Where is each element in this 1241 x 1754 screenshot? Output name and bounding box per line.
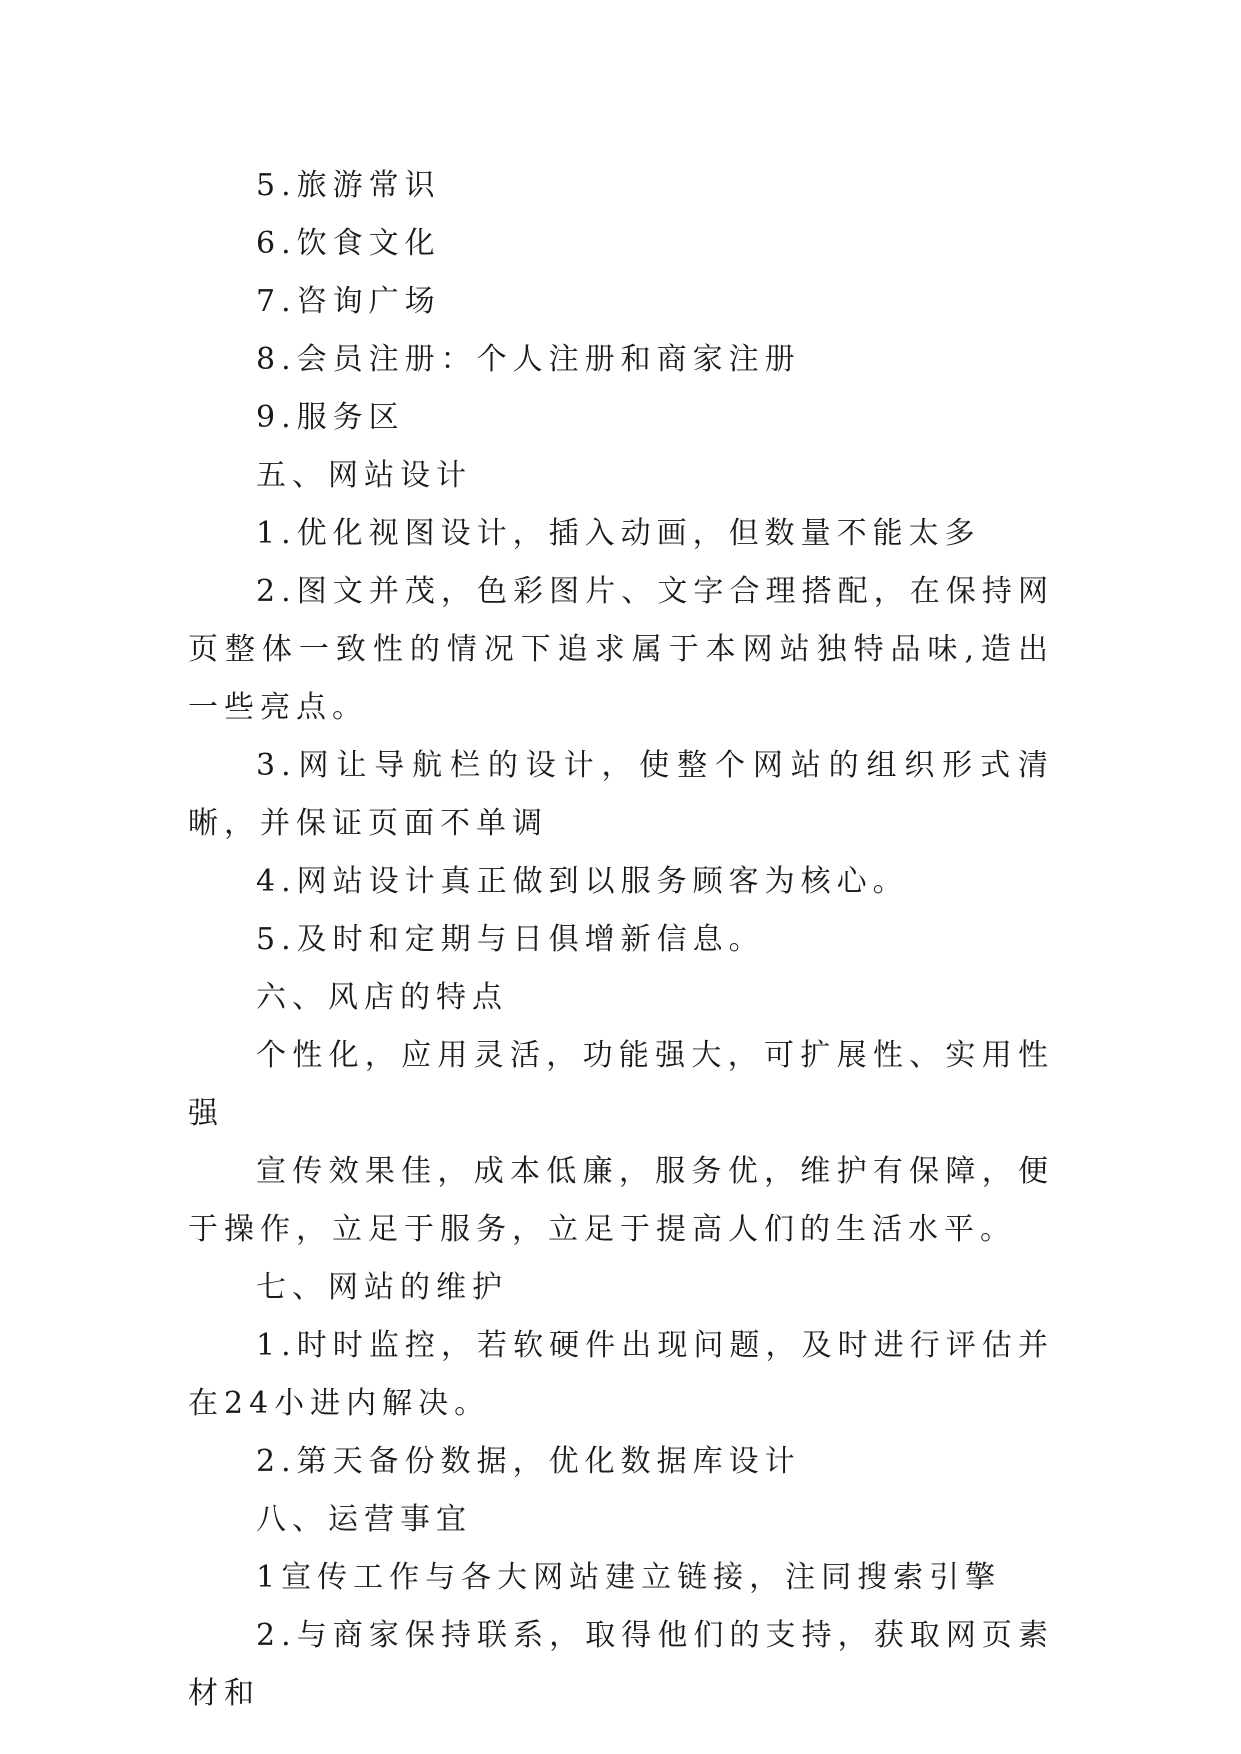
- document-body: [188, 157, 1054, 1723]
- list-item-food-culture: 6.饮食文化: [256, 226, 441, 261]
- paragraph-features-1: 个性化，应用灵活，功能强大，可扩展性、实用性强: [188, 1038, 1054, 1131]
- list-item-consulting-plaza: 7.咨询广场: [256, 284, 441, 319]
- section-heading-features: 六、风店的特点: [256, 980, 508, 1015]
- paragraph-operations-2: 2.与商家保持联系，取得他们的支持，获取网页素材和: [188, 1618, 1054, 1711]
- paragraph-maintenance-2: 2.第天备份数据，优化数据库设计: [256, 1444, 801, 1479]
- list-item-service-area: 9.服务区: [256, 400, 405, 435]
- paragraph-design-2: 2.图文并茂，色彩图片、文字合理搭配，在保持网页整体一致性的情况下追求属于本网站独特品味,造出一些亮点。: [188, 574, 1054, 725]
- paragraph-design-5: 5.及时和定期与日俱增新信息。: [256, 922, 765, 957]
- section-heading-maintenance: 七、网站的维护: [256, 1270, 508, 1305]
- paragraph-design-3: 3.网让导航栏的设计，使整个网站的组织形式清晰，并保证页面不单调: [188, 748, 1054, 841]
- list-item-member-registration: 8.会员注册：个人注册和商家注册: [256, 342, 801, 377]
- section-heading-operations: 八、运营事宜: [256, 1502, 472, 1537]
- list-item-travel-knowledge: 5.旅游常识: [256, 168, 441, 203]
- paragraph-design-1: 1.优化视图设计，插入动画，但数量不能太多: [256, 516, 981, 551]
- paragraph-design-4: 4.网站设计真正做到以服务顾客为核心。: [256, 864, 909, 899]
- section-heading-website-design: 五、网站设计: [256, 458, 472, 493]
- paragraph-maintenance-1: 1.时时监控，若软硬件出现问题，及时进行评估并在24小进内解决。: [188, 1328, 1054, 1421]
- paragraph-features-2: 宣传效果佳，成本低廉，服务优，维护有保障，便于操作，立足于服务，立足于提高人们的生活水平。: [188, 1154, 1054, 1247]
- paragraph-operations-1: 1宣传工作与各大网站建立链接，注同搜索引擎: [256, 1560, 1002, 1595]
